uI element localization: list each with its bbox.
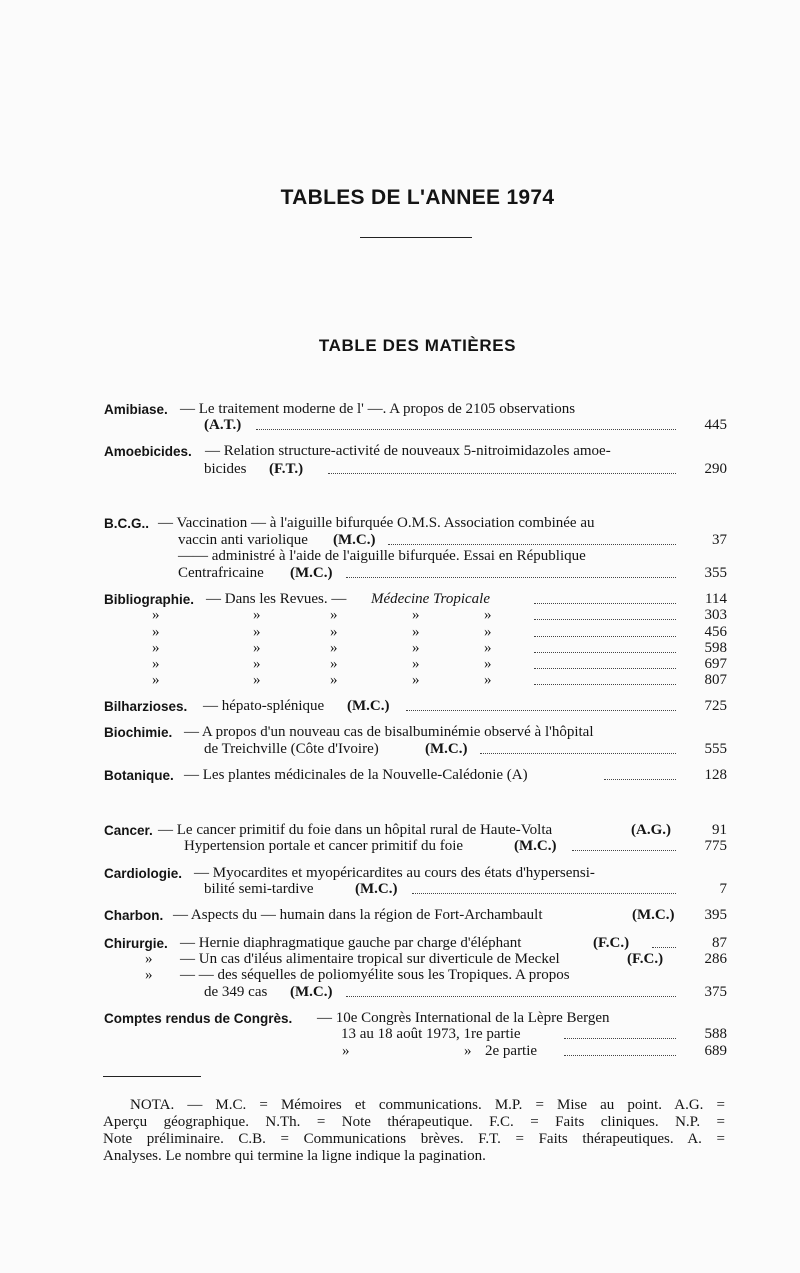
- page-number: 7: [719, 881, 727, 897]
- entry-text: — Le cancer primitif du foie dans un hôpital rural de Haute-Volta: [158, 822, 553, 838]
- entry-text: — hépato-splénique: [203, 698, 325, 714]
- dot-leader: [534, 619, 676, 620]
- entry-text: 13 au 18 août 1973, 1re partie: [341, 1026, 521, 1042]
- dot-leader: [652, 947, 676, 948]
- entry-text: bilité semi-tardive: [204, 881, 314, 897]
- entry-ref: (F.C.): [627, 951, 664, 967]
- entry-congres-cont: [0, 1025, 800, 1043]
- ditto-mark: »: [412, 624, 420, 640]
- ditto-mark: »: [412, 640, 420, 656]
- keyword-amibiase: Amibiase.: [104, 402, 168, 417]
- section-title: TABLE DES MATIÈRES: [318, 336, 517, 355]
- page-number: 87: [712, 935, 727, 951]
- dot-leader: [412, 893, 676, 894]
- entry-ref: (A.G.): [631, 822, 671, 838]
- entry-cardiologie-cont: [0, 880, 800, 898]
- ditto-mark: »: [152, 624, 160, 640]
- entry-bcg-sub: [0, 547, 800, 565]
- dot-leader: [564, 1055, 676, 1056]
- entry-cancer-sub: [0, 837, 800, 855]
- entry-ref: (M.C.): [632, 907, 675, 923]
- entry-chirurgie-sub: [0, 966, 800, 984]
- nota-line: Aperçu géographique. N.Th. = Note thérapeutique. F.C. = Faits cliniques. N.P. =: [103, 1114, 725, 1130]
- entry-text: Hypertension portale et cancer primitif du foie: [184, 838, 464, 854]
- page-number: 91: [712, 822, 727, 838]
- dot-leader: [534, 636, 676, 637]
- keyword-bcg: B.C.G..: [104, 516, 150, 531]
- entry-text: 2e partie: [485, 1043, 538, 1059]
- entry-amoebicides-cont: [0, 460, 800, 478]
- page-number: 395: [704, 907, 727, 923]
- entry-ref: (M.C.): [290, 984, 333, 1000]
- keyword-chirurgie: Chirurgie.: [104, 936, 168, 951]
- dot-leader: [480, 753, 676, 754]
- entry-text: — Vaccination — à l'aiguille bifurquée O.M.S. Association combinée au: [158, 515, 595, 531]
- dot-leader: [572, 850, 676, 851]
- entry-text: de Treichville (Côte d'Ivoire): [204, 741, 379, 757]
- ditto-mark: »: [330, 656, 338, 672]
- page-number: 725: [704, 698, 727, 714]
- entry-ref: (M.C.): [290, 565, 333, 581]
- entry-text: vaccin anti variolique: [178, 532, 308, 548]
- ditto-mark: »: [484, 607, 492, 623]
- keyword-bibliographie: Bibliographie.: [104, 592, 195, 607]
- entry-text: — Dans les Revues. —: [206, 591, 347, 607]
- page-number: 445: [704, 417, 727, 433]
- entry-bcg: [0, 514, 800, 532]
- dot-leader: [256, 429, 676, 430]
- entry-amibiase-cont: [0, 416, 800, 434]
- keyword-cardiologie: Cardiologie.: [104, 866, 183, 881]
- ditto-mark: »: [342, 1043, 350, 1059]
- entry-bcg-sub-cont: [0, 564, 800, 582]
- dot-leader: [346, 996, 676, 997]
- dot-leader: [388, 544, 676, 545]
- page-number: 689: [704, 1043, 727, 1059]
- title-rule: [360, 237, 472, 238]
- entry-text: — Le traitement moderne de l' —. A propos de 2105 observations: [180, 401, 576, 417]
- entry-ref: (A.T.): [204, 417, 242, 433]
- bibliographie-row: [0, 671, 800, 689]
- ditto-mark: »: [152, 672, 160, 688]
- page-number: 114: [705, 591, 727, 607]
- ditto-mark: »: [152, 607, 160, 623]
- entry-amoebicides: [0, 442, 800, 460]
- entry-text: — Aspects du — humain dans la région de Fort-Archambault: [173, 907, 543, 923]
- entry-text: — — des séquelles de poliomyélite sous les Tropiques. A propos: [180, 967, 570, 983]
- page-number: 697: [704, 656, 727, 672]
- journal-title: Médecine Tropicale: [371, 591, 490, 607]
- footnote-rule: [103, 1076, 201, 1077]
- page-number: 807: [704, 672, 727, 688]
- ditto-mark: »: [412, 672, 420, 688]
- keyword-charbon: Charbon.: [104, 908, 164, 923]
- ditto-mark: »: [330, 640, 338, 656]
- entry-text: — Les plantes médicinales de la Nouvelle-Calédonie (A): [184, 767, 528, 783]
- ditto-mark: »: [152, 640, 160, 656]
- ditto-mark: »: [412, 607, 420, 623]
- page-number: 37: [712, 532, 727, 548]
- nota-line: Analyses. Le nombre qui termine la ligne indique la pagination.: [103, 1148, 486, 1164]
- page-number: 290: [704, 461, 727, 477]
- entry-bilharzioses: [0, 697, 800, 715]
- entry-chirurgie-sub-cont: [0, 983, 800, 1001]
- dot-leader: [534, 668, 676, 669]
- entry-text: — A propos d'un nouveau cas de bisalbuminémie observé à l'hôpital: [184, 724, 594, 740]
- entry-ref: (M.C.): [514, 838, 557, 854]
- page-number: 128: [704, 767, 727, 783]
- ditto-mark: »: [253, 656, 261, 672]
- entry-text: — Relation structure-activité de nouveaux 5-nitroimidazoles amoe-: [205, 443, 611, 459]
- ditto-mark: »: [330, 607, 338, 623]
- page-number: 588: [704, 1026, 727, 1042]
- entry-ref: (F.T.): [269, 461, 304, 477]
- ditto-mark: »: [330, 672, 338, 688]
- keyword-cancer: Cancer.: [104, 823, 153, 838]
- entry-botanique: [0, 766, 800, 784]
- entry-ref: (F.C.): [593, 935, 630, 951]
- entry-text: — 10e Congrès International de la Lèpre Bergen: [317, 1010, 610, 1026]
- entry-text: de 349 cas: [204, 984, 268, 1000]
- entry-text: —— administré à l'aide de l'aiguille bifurquée. Essai en République: [178, 548, 586, 564]
- ditto-mark: »: [152, 656, 160, 672]
- entry-congres-sub: [0, 1042, 800, 1060]
- dot-leader: [534, 652, 676, 653]
- ditto-mark: »: [253, 624, 261, 640]
- entry-biochimie-cont: [0, 740, 800, 758]
- keyword-amoebicides: Amoebicides.: [104, 444, 192, 459]
- ditto-mark: »: [330, 624, 338, 640]
- nota-line: NOTA. — M.C. = Mémoires et communications. M.P. = Mise au point. A.G. =: [130, 1097, 725, 1113]
- dot-leader: [406, 710, 676, 711]
- keyword-bilharzioses: Bilharzioses.: [104, 699, 188, 714]
- ditto-mark: »: [145, 951, 153, 967]
- ditto-mark: »: [484, 656, 492, 672]
- ditto-mark: »: [253, 672, 261, 688]
- page-number: 598: [704, 640, 727, 656]
- entry-ref: (M.C.): [425, 741, 468, 757]
- entry-ref: (M.C.): [355, 881, 398, 897]
- page-number: 303: [704, 607, 727, 623]
- keyword-congres: Comptes rendus de Congrès.: [104, 1011, 293, 1026]
- entry-ref: (M.C.): [347, 698, 390, 714]
- page-number: 286: [704, 951, 727, 967]
- entry-text: bicides: [204, 461, 247, 477]
- page-number: 555: [704, 741, 727, 757]
- nota-line: Note préliminaire. C.B. = Communications brèves. F.T. = Faits thérapeutiques. A. =: [103, 1131, 725, 1147]
- entry-text: — Myocardites et myopéricardites au cours des états d'hypersensi-: [194, 865, 595, 881]
- ditto-mark: »: [484, 640, 492, 656]
- ditto-mark: »: [464, 1043, 472, 1059]
- page-number: 355: [704, 565, 727, 581]
- entry-text: — Hernie diaphragmatique gauche par charge d'éléphant: [180, 935, 522, 951]
- ditto-mark: »: [484, 624, 492, 640]
- page-number: 456: [704, 624, 727, 640]
- ditto-mark: »: [253, 607, 261, 623]
- ditto-mark: »: [145, 967, 153, 983]
- page-number: 775: [704, 838, 727, 854]
- keyword-botanique: Botanique.: [104, 768, 174, 783]
- page-number: 375: [704, 984, 727, 1000]
- entry-biochimie: [0, 723, 800, 741]
- ditto-mark: »: [412, 656, 420, 672]
- ditto-mark: »: [484, 672, 492, 688]
- entry-ref: (M.C.): [333, 532, 376, 548]
- dot-leader: [328, 473, 676, 474]
- entry-text: — Un cas d'iléus alimentaire tropical sur diverticule de Meckel: [180, 951, 560, 967]
- dot-leader: [346, 577, 676, 578]
- dot-leader: [604, 779, 676, 780]
- entry-charbon: [0, 906, 800, 924]
- bibliographie-row: [0, 606, 800, 624]
- dot-leader: [564, 1038, 676, 1039]
- ditto-mark: »: [253, 640, 261, 656]
- entry-text: Centrafricaine: [178, 565, 264, 581]
- keyword-biochimie: Biochimie.: [104, 725, 173, 740]
- dot-leader: [534, 603, 676, 604]
- dot-leader: [534, 684, 676, 685]
- page-title: TABLES DE L'ANNEE 1974: [280, 186, 555, 209]
